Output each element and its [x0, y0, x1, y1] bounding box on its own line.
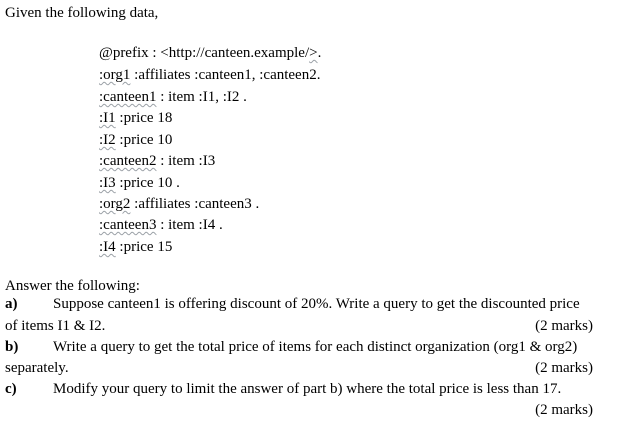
question-marks: (2 marks) — [535, 318, 593, 334]
answer-heading: Answer the following: — [5, 278, 140, 294]
question-marks: (2 marks) — [535, 360, 593, 376]
rdf-line: :I4 :price 15 — [99, 239, 173, 255]
question-text: Suppose canteen1 is offering discount of 20%. Write a query to get the discounted price — [53, 296, 580, 312]
intro-text: Given the following data, — [5, 5, 159, 21]
question-label: c) — [5, 381, 17, 397]
question-continuation: of items I1 & I2. — [5, 318, 106, 334]
question-marks: (2 marks) — [535, 402, 593, 418]
rdf-line: :I2 :price 10 — [99, 132, 173, 148]
rdf-line: :I1 :price 18 — [99, 110, 173, 126]
rdf-line: :canteen3 : item :I4 . — [99, 217, 223, 233]
question-text: Modify your query to limit the answer of part b) where the total price is less than 17. — [53, 381, 562, 397]
question-label: b) — [5, 339, 19, 355]
rdf-line: :org1 :affiliates :canteen1, :canteen2. — [99, 67, 321, 83]
rdf-line: :canteen2 : item :I3 — [99, 153, 216, 169]
rdf-line: :canteen1 : item :I1, :I2 . — [99, 89, 247, 105]
rdf-line: @prefix : <http://canteen.example/>. — [99, 45, 322, 61]
question-continuation: separately. — [5, 360, 69, 376]
question-text: Write a query to get the total price of items for each distinct organization (org1 & org2) — [53, 339, 578, 355]
rdf-line: :I3 :price 10 . — [99, 175, 180, 191]
rdf-line: :org2 :affiliates :canteen3 . — [99, 196, 260, 212]
question-label: a) — [5, 296, 18, 312]
